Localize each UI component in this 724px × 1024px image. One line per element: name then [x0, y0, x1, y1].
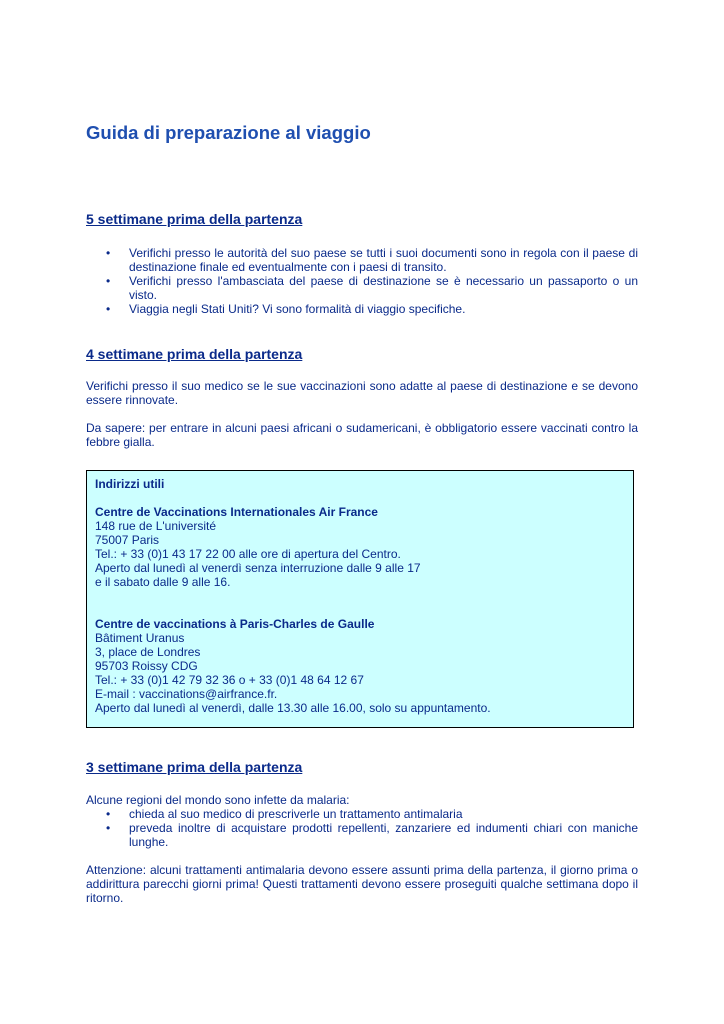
section-5-weeks-list [86, 246, 638, 316]
yellow-fever-paragraph: Da sapere: per entrare in alcuni paesi africani o sudamericani, è obbligatorio essere vaccinati contro la febbre gialla. [86, 421, 638, 449]
list-item: • Viaggia negli Stati Uniti? Vi sono formalità di viaggio specifiche. [86, 302, 638, 316]
center1-name: Centre de Vaccinations Internationales Air France [95, 505, 378, 519]
center2-email-line: E-mail : vaccinations@airfrance.fr. [95, 687, 278, 701]
center2-line: Bâtiment Uranus [95, 631, 185, 645]
center1-line: 148 rue de L'université [95, 519, 217, 533]
section-3-weeks-list [86, 807, 638, 849]
list-item: • Verifichi presso l'ambasciata del paese di destinazione se è necessario un passaporto o un visto. [86, 274, 638, 302]
section-heading-5-weeks: 5 settimane prima della partenza [86, 211, 303, 227]
list-item: • Verifichi presso le autorità del suo paese se tutti i suoi documenti sono in regola con il paese di destinazione finale ed eventualmente con i paesi di transito. [86, 246, 638, 274]
center1-line: Tel.: + 33 (0)1 43 17 22 00 alle ore di apertura del Centro. [95, 547, 401, 561]
center2-line: Aperto dal lunedì al venerdì, dalle 13.30 alle 16.00, solo su appuntamento. [95, 701, 491, 715]
center2-line: 95703 Roissy CDG [95, 659, 198, 673]
center2-name: Centre de vaccinations à Paris-Charles de Gaulle [95, 617, 375, 631]
list-item: • preveda inoltre di acquistare prodotti repellenti, zanzariere ed indumenti chiari con maniche lunghe. [86, 821, 638, 849]
center2-line: 3, place de Londres [95, 645, 201, 659]
malaria-intro: Alcune regioni del mondo sono infette da malaria: [86, 793, 350, 807]
useful-addresses-box [86, 470, 634, 728]
center1-line: e il sabato dalle 9 alle 16. [95, 575, 231, 589]
center1-line: 75007 Paris [95, 533, 160, 547]
list-item: • chieda al suo medico di prescriverle un trattamento antimalaria [86, 807, 638, 821]
section-heading-4-weeks: 4 settimane prima della partenza [86, 346, 303, 362]
vaccination-paragraph: Verifichi presso il suo medico se le sue vaccinazioni sono adatte al paese di destinazione e se devono essere rinnovate. [86, 379, 638, 407]
center1-line: Aperto dal lunedì al venerdì senza interruzione dalle 9 alle 17 [95, 561, 421, 575]
center2-line: Tel.: + 33 (0)1 42 79 32 36 o + 33 (0)1 48 64 12 67 [95, 673, 364, 687]
document-title: Guida di preparazione al viaggio [86, 122, 371, 143]
box-title: Indirizzi utili [95, 477, 165, 491]
section-heading-3-weeks: 3 settimane prima della partenza [86, 759, 303, 775]
malaria-warning: Attenzione: alcuni trattamenti antimalaria devono essere assunti prima della partenza, il giorno prima o addirittura parecchi giorni prima! Questi trattamenti devono essere proseguiti qualche settimana dopo il ritorno. [86, 863, 638, 905]
